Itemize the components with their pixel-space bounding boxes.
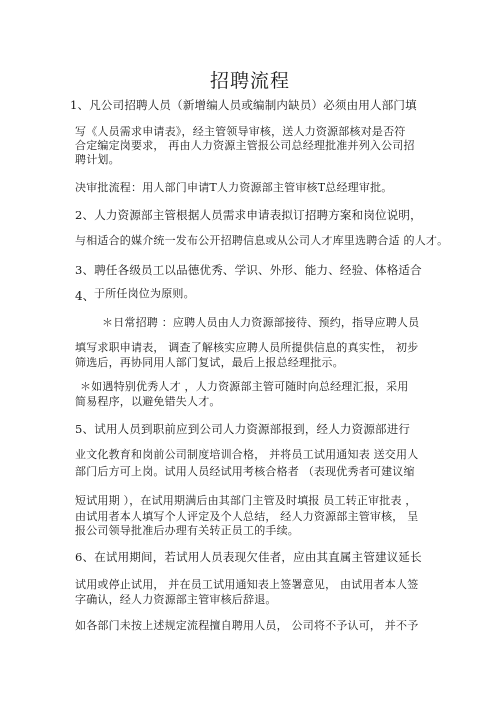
document-title: 招聘流程 bbox=[209, 70, 290, 92]
section-6-line-1: 6、在试用期间，若试用人员表现欠佳者，应由其直属主管建议延长 bbox=[75, 550, 422, 564]
section-1-line-3: 合定编定岗要求， 再由人力资源主管报公司总经理批准并列入公司招 bbox=[75, 139, 415, 152]
daily-recruit-line-1: ＊日常招聘 ：应聘人员由人力资源部接待、预约，指导应聘人员 bbox=[102, 316, 420, 329]
section-6-line-3: 字确认，经人力资源部主管审核后辞退。 bbox=[75, 593, 277, 606]
approval-flow-line: 决审批流程：用人部门申请T人力资源部主管审核T总经理审批。 bbox=[75, 181, 393, 194]
section-1-line-2: 写《人员需求申请表》，经主管领导审核，送人力资源部核对是否符 bbox=[75, 125, 406, 138]
section-3-line: 3、聘任各级员工以品德优秀、学识、外形、能力、经验、体格适合 bbox=[75, 263, 422, 277]
daily-recruit-line-3: 筛选后，再协同用人部门复试，最后上报总经理批示。 bbox=[75, 356, 344, 369]
section-2-line-2: 与相适合的媒介统一发布公开招聘信息或从公司人才库里选聘合适 的人才。 bbox=[75, 234, 449, 247]
daily-recruit-line-2: 填写求职申请表， 调查了解核实应聘人员所提供信息的真实性， 初步 bbox=[75, 341, 419, 354]
special-talent-line-2: 简易程序，以避免错失人才。 bbox=[75, 395, 221, 408]
section-2-line-1: 2、人力资源部主管根据人员需求申请表拟订招聘方案和岗位说明， bbox=[75, 208, 422, 222]
section-5-line-5: 由试用者本人填写个人评定及个人总结， 经人力资源部主管审核， 呈 bbox=[75, 510, 419, 523]
section-5-line-4: 短试用期 ），在试用期满后由其部门主管及时填报 员工转正审批表 ， bbox=[75, 494, 417, 507]
section-5-line-1: 5、试用人员到职前应到公司人力资源部报到，经人力资源部进行 bbox=[75, 422, 411, 436]
section-1-line-4: 聘计划。 bbox=[75, 153, 120, 166]
section-1-line-1: 1、凡公司招聘人员（新增编人员或编制内缺员）必须由用人部门填 bbox=[70, 98, 417, 112]
section-6-line-2: 试用或停止试用， 并在员工试用通知表上签署意见， 由试用者本人签 bbox=[75, 578, 419, 591]
special-talent-line-1: ＊如遇特别优秀人才 ，人力资源部主管可随时向总经理汇报，采用 bbox=[80, 380, 409, 393]
closing-line: 如各部门未按上述规定流程擅自聘用人员， 公司将不予认可， 并不予 bbox=[75, 619, 419, 632]
section-5-line-2: 业文化教育和岗前公司制度培训合格， 并将员工试用通知表 送交用人 bbox=[75, 448, 419, 461]
section-4-number: 4、 bbox=[75, 289, 95, 303]
section-5-line-3: 部门后方可上岗。试用人员经试用考核合格者 （表现优秀者可建议缩 bbox=[75, 465, 415, 478]
section-5-line-6: 报公司领导批准后办理有关转正员工的手续。 bbox=[75, 524, 299, 537]
section-4-line: 于所任岗位为原则。 bbox=[94, 287, 195, 300]
